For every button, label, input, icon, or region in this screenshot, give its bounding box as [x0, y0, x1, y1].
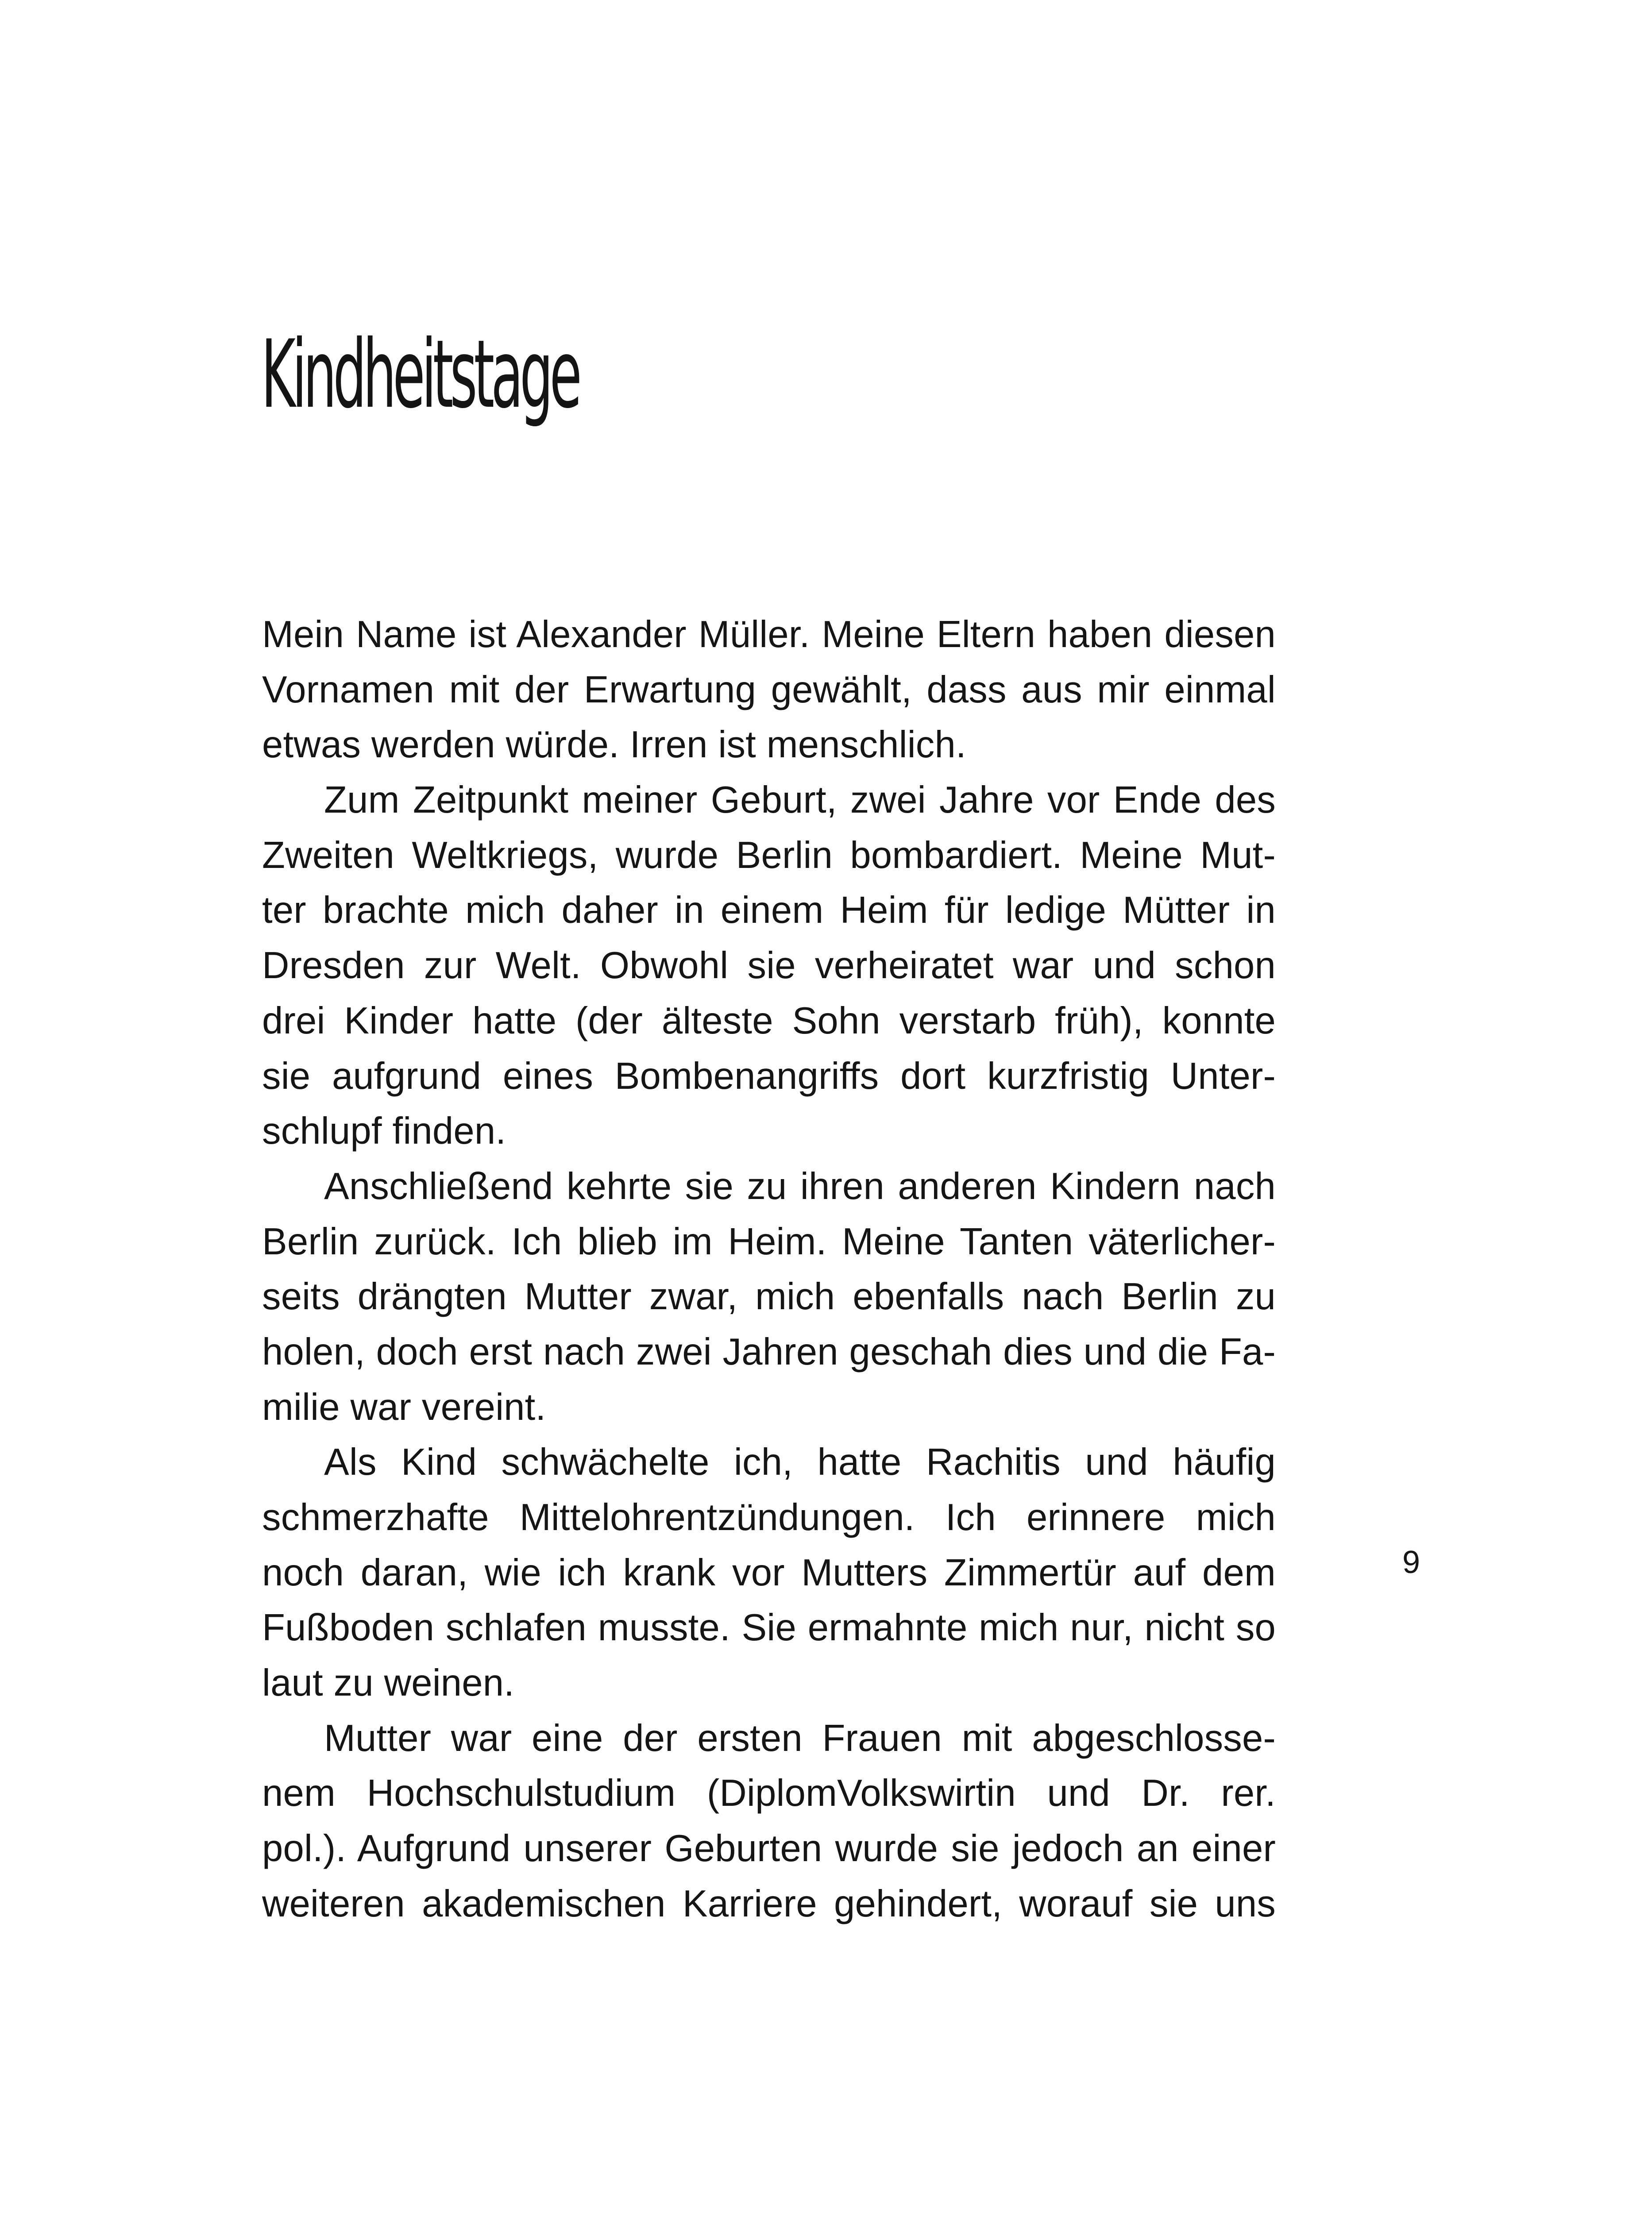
text-line: Dresden zur Welt. Obwohl sie verheiratet war und schon: [262, 945, 1276, 987]
paragraph-5: [262, 1711, 1276, 1932]
text-line: noch daran, wie ich krank vor Mutters Zimmertür auf dem: [262, 1551, 1276, 1594]
paragraph-3: [262, 1159, 1276, 1435]
text-line: etwas werden würde. Irren ist menschlich.: [262, 724, 966, 766]
text-line: Fußboden schlafen musste. Sie ermahnte mich nur, nicht so: [262, 1607, 1276, 1649]
text-line: Anschließend kehrte sie zu ihren anderen Kindern nach: [324, 1165, 1276, 1207]
text-line: Zweiten Weltkriegs, wurde Berlin bombardiert. Meine Mut-: [262, 834, 1276, 876]
text-line: Als Kind schwächelte ich, hatte Rachitis und häufig: [324, 1441, 1276, 1484]
text-line: drei Kinder hatte (der älteste Sohn verstarb früh), konnte: [262, 999, 1276, 1042]
text-line: Zum Zeitpunkt meiner Geburt, zwei Jahre vor Ende des: [324, 779, 1276, 821]
body-text: [262, 607, 1276, 1932]
text-line: laut zu weinen.: [262, 1662, 515, 1704]
text-line: milie war vereint.: [262, 1386, 546, 1428]
text-line: pol.). Aufgrund unserer Geburten wurde sie jedoch an einer: [262, 1827, 1276, 1870]
text-line: Mein Name ist Alexander Müller. Meine Eltern haben diesen: [262, 613, 1276, 655]
text-line: schlupf finden.: [262, 1110, 506, 1153]
paragraph-1: [262, 607, 1276, 773]
text-line: ter brachte mich daher in einem Heim für ledige Mütter in: [262, 889, 1276, 932]
paragraph-4: [262, 1435, 1276, 1711]
text-line: Vornamen mit der Erwartung gewählt, dass aus mir einmal: [262, 668, 1276, 711]
text-line: seits drängten Mutter zwar, mich ebenfalls nach Berlin zu: [262, 1276, 1276, 1318]
text-line: holen, doch erst nach zwei Jahren geschah dies und die Fa-: [262, 1330, 1276, 1373]
paragraph-2: [262, 773, 1276, 1159]
text-line: Berlin zurück. Ich blieb im Heim. Meine Tanten väterlicher-: [262, 1220, 1276, 1263]
text-line: Mutter war eine der ersten Frauen mit abgeschlosse-: [324, 1717, 1276, 1759]
text-line: weiteren akademischen Karriere gehindert, worauf sie uns: [262, 1882, 1276, 1925]
chapter-title: Kindheitstage: [261, 320, 579, 429]
text-line: nem Hochschulstudium (DiplomVolkswirtin und Dr. rer.: [262, 1772, 1276, 1815]
text-line: sie aufgrund eines Bombenangriffs dort kurzfristig Unter-: [262, 1055, 1276, 1097]
text-line: schmerzhafte Mittelohrentzündungen. Ich erinnere mich: [262, 1496, 1276, 1538]
page-number: 9: [1402, 1545, 1420, 1580]
